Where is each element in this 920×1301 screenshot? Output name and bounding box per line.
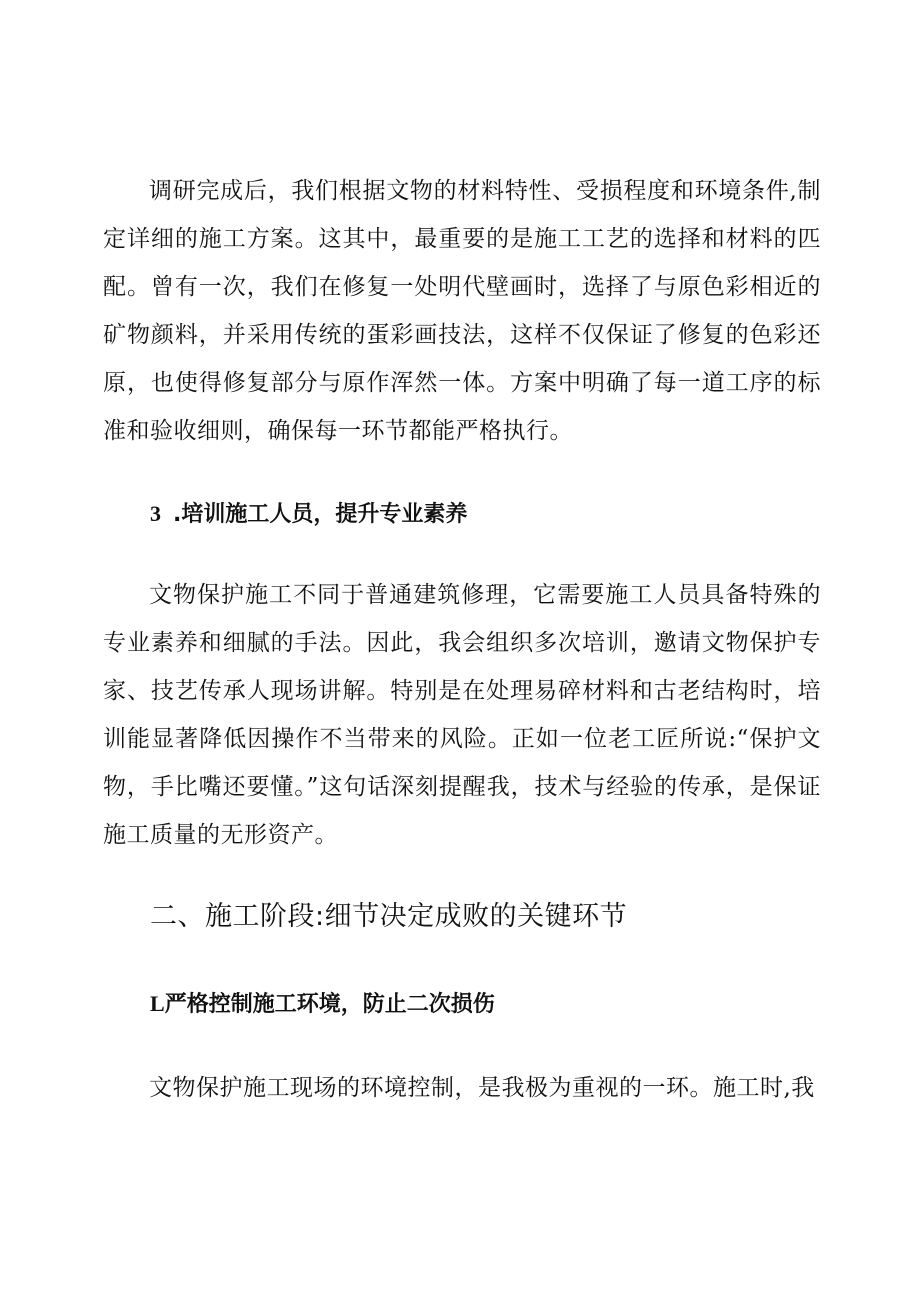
section-heading-construction-stage: 二、施工阶段:细节决定成败的关键环节	[150, 901, 628, 932]
paragraph-training: 文物保护施工不同于普通建筑修理，它需要施工人员具备特殊的专业素养和细腻的手法。因此，我会组织多次培训，邀请文物保护专家、技艺传承人现场讲解。特别是在处理易碎材料和古老结构时，培训能显著降低因操作不当带来的风险。正如一位老工匠所说:“保护文物，手比嘴还要懂。”这句话深刻提醒我，技术与经验的传承，是保证施工质量的无形资产。	[103, 582, 821, 848]
subheading-title: .培训施工人员，提升专业素养	[173, 502, 468, 527]
subheading-number: L	[150, 991, 165, 1016]
subheading-training	[150, 499, 467, 530]
paragraph-environment-control: 文物保护施工现场的环境控制，是我极为重视的一环。施工时,我	[149, 1075, 815, 1101]
subheading-environment-control	[150, 989, 495, 1020]
subheading-title: 严格控制施工环境，防止二次损伤	[164, 992, 495, 1017]
subheading-number: 3	[150, 501, 161, 526]
paragraph-construction-plan: 调研完成后，我们根据文物的材料特性、受损程度和环境条件,制定详细的施工方案。这其中，最重要的是施工工艺的选择和材料的匹配。曾有一次，我们在修复一处明代壁画时，选择了与原色彩相近的矿物颜料，并采用传统的蛋彩画技法，这样不仅保证了修复的色彩还原，也使得修复部分与原作浑然一体。方案中明确了每一道工序的标准和验收细则，确保每一环节都能严格执行。	[103, 178, 821, 444]
